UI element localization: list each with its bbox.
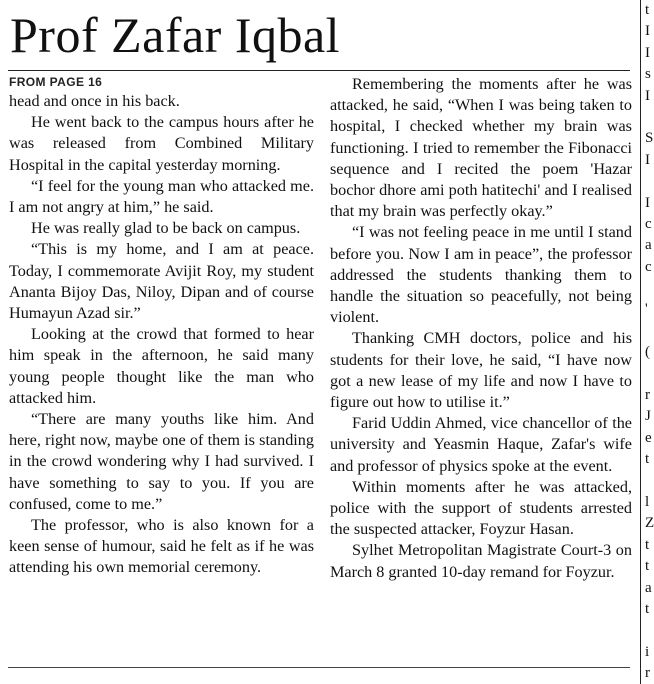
edge-letter: r — [645, 665, 650, 682]
edge-letter: t — [645, 536, 650, 553]
edge-letter — [645, 471, 654, 492]
edge-letter — [645, 278, 654, 299]
edge-letter: t — [645, 600, 650, 617]
paragraph: Looking at the crowd that formed to hear him speak in the afternoon, he said many young people thought like the man who attacked him. — [9, 325, 314, 407]
edge-letter: c — [645, 215, 652, 232]
paragraph: “There are many youths like him. And here, right now, maybe one of them is standing in the crowd wondering why I had survived. I have something to say to you. If you are confused, come to me.” — [9, 410, 314, 513]
edge-letter: ( — [645, 344, 650, 361]
edge-letter: s — [645, 66, 651, 83]
edge-letter: I — [645, 23, 650, 40]
bottom-rule — [8, 667, 630, 668]
jump-label: FROM PAGE 16 — [9, 75, 103, 89]
edge-letter: t — [645, 558, 650, 575]
edge-letter: J — [645, 408, 651, 425]
edge-letter: ' — [645, 301, 648, 318]
column-divider — [640, 0, 641, 684]
paragraph: Farid Uddin Ahmed, vice chancellor of the university and Yeasmin Haque, Zafar's wife and professor of physics spoke at the event. — [330, 414, 632, 475]
adjacent-article-edge — [645, 0, 654, 684]
headline-rule — [8, 70, 630, 71]
article-column-left — [9, 74, 314, 579]
edge-letter: c — [645, 258, 652, 275]
paragraph: head and once in his back. — [9, 92, 180, 110]
edge-letter: l — [645, 493, 650, 510]
edge-letter — [645, 620, 654, 641]
edge-letter: Z — [645, 515, 654, 532]
paragraph: The professor, who is also known for a keen sense of humour, said he felt as if he was attending his own memorial ceremony. — [9, 516, 314, 577]
edge-letter: t — [645, 451, 650, 468]
article-column-middle — [330, 74, 632, 583]
edge-letter: I — [645, 87, 650, 104]
edge-letter: I — [645, 151, 650, 168]
edge-letter: S — [645, 130, 654, 147]
paragraph: “This is my home, and I am at peace. Today, I commemorate Avijit Roy, my student Ananta Bijoy Das, Niloy, Dipan and of course Humayun Azad sir.” — [9, 240, 314, 323]
edge-letter: I — [645, 44, 650, 61]
paragraph: Remembering the moments after he was attacked, he said, “When I was being taken to hospital, I checked whether my brain was functioning. I tried to remember the Fibonacci sequence and I recited the poem 'Hazar bochor dhore ami poth hatitechi' and I realised that my brain was perfectly okay.” — [330, 75, 632, 221]
edge-letter: e — [645, 429, 652, 446]
edge-letter: i — [645, 643, 650, 660]
edge-letter — [645, 171, 654, 192]
edge-letter — [645, 364, 654, 385]
paragraph: Thanking CMH doctors, police and his students for their love, he said, “I have now got a new lease of my life and now I have to figure out how to utilise it.” — [330, 329, 632, 412]
paragraph: “I feel for the young man who attacked me. I am not angry at him,” he said. — [9, 176, 314, 217]
paragraph: Within moments after he was attacked, police with the support of students arrested the suspected attacker, Foyzur Hasan. — [330, 477, 632, 539]
edge-letter — [645, 107, 654, 128]
edge-letter: r — [645, 387, 650, 404]
edge-letter — [645, 321, 654, 342]
paragraph: “I was not feeling peace in me until I stand before you. Now I am in peace”, the professor addressed the students thanking them to handle the situation so peacefully, not being violent. — [330, 223, 632, 327]
edge-letter: a — [645, 579, 652, 596]
edge-letter: I — [645, 194, 650, 211]
edge-letter: t — [645, 2, 650, 18]
paragraph: Sylhet Metropolitan Magistrate Court-3 on March 8 granted 10-day remand for Foyzur. — [330, 541, 632, 581]
edge-letter: a — [645, 237, 652, 254]
paragraph: He was really glad to be back on campus. — [31, 219, 301, 238]
paragraph: He went back to the campus hours after he was released from Combined Military Hospital in the capital yesterday morning. — [9, 113, 314, 174]
headline: Prof Zafar Iqbal — [10, 7, 341, 63]
